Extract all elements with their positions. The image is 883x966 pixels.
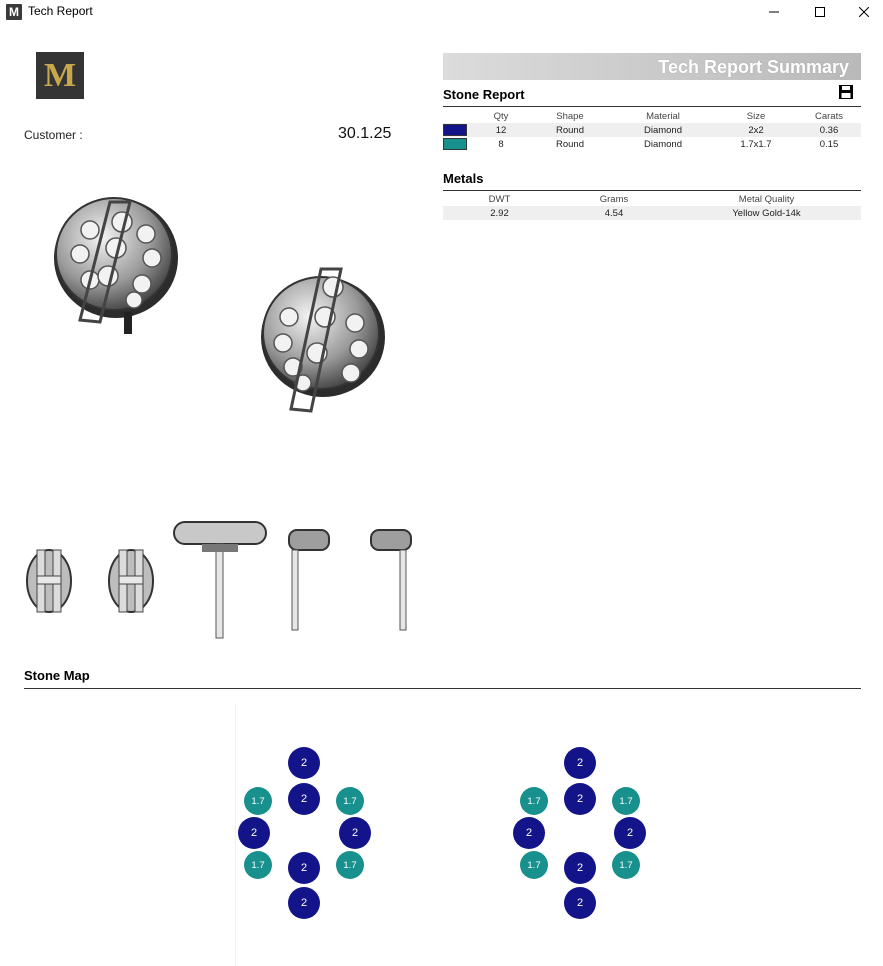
- earring-back-view: [107, 548, 155, 614]
- maximize-icon: [815, 7, 825, 17]
- metals-table: [443, 192, 861, 220]
- table-row: [443, 123, 861, 137]
- stone-marker: 2: [339, 817, 371, 849]
- stone-size: 2x2: [715, 123, 797, 137]
- maximize-button[interactable]: [797, 0, 843, 24]
- earring-perspective-view-2: [255, 265, 395, 415]
- metal-dwt: 2.92: [443, 206, 556, 220]
- column-header: DWT: [488, 193, 511, 205]
- table-row: [443, 206, 861, 220]
- stone-material: Diamond: [611, 123, 715, 137]
- stone-marker: 2: [564, 783, 596, 815]
- stone-marker: 2: [513, 817, 545, 849]
- stone-qty: 8: [498, 138, 504, 150]
- table-header-row: [443, 192, 861, 206]
- save-icon[interactable]: [838, 84, 854, 100]
- stone-map-divider: [24, 688, 861, 689]
- stone-color-swatch: [443, 138, 467, 150]
- stone-marker: 1.7: [520, 787, 548, 815]
- stone-qty: 12: [473, 123, 529, 137]
- stone-marker: 1.7: [612, 851, 640, 879]
- metal-grams: 4.54: [556, 206, 672, 220]
- stone-marker: 2: [614, 817, 646, 849]
- stone-shape: Round: [556, 138, 584, 150]
- report-date: 30.1.25: [338, 125, 392, 142]
- close-icon: [859, 7, 869, 17]
- logo-letter: M: [43, 56, 77, 94]
- customer-label: Customer :: [24, 128, 83, 142]
- stone-marker: 1.7: [520, 851, 548, 879]
- stone-marker: 2: [288, 887, 320, 919]
- column-header: Size: [746, 110, 766, 122]
- earring-perspective-view-1: [50, 192, 190, 342]
- minimize-icon: [769, 7, 779, 17]
- stone-marker: 2: [564, 852, 596, 884]
- summary-title: Tech Report Summary: [658, 57, 849, 77]
- stone-carats: 0.36: [797, 123, 861, 137]
- window-title: Tech Report: [28, 4, 93, 18]
- stone-marker: 2: [288, 852, 320, 884]
- window-title-bar: [0, 0, 883, 24]
- stone-marker: 2: [288, 747, 320, 779]
- stone-marker: 2: [564, 887, 596, 919]
- stone-marker: 1.7: [612, 787, 640, 815]
- earring-side-view: [172, 520, 268, 640]
- stone-marker: 2: [288, 783, 320, 815]
- stone-marker: 1.7: [244, 851, 272, 879]
- stone-marker: 1.7: [336, 787, 364, 815]
- stone-shape: Round: [529, 123, 611, 137]
- stone-report-table: [443, 109, 861, 151]
- earring-front-view: [25, 548, 73, 614]
- table-header-row: [443, 109, 861, 123]
- stone-report-title: Stone Report: [443, 87, 525, 102]
- metal-quality: Yellow Gold-14k: [672, 206, 861, 220]
- summary-header-bar: [443, 53, 861, 80]
- column-header: Carats: [815, 110, 843, 122]
- column-header: Material: [646, 110, 680, 122]
- stone-marker: 1.7: [244, 787, 272, 815]
- stone-carats: 0.15: [819, 138, 839, 150]
- stone-marker: 1.7: [336, 851, 364, 879]
- stone-marker: 2: [564, 747, 596, 779]
- close-button[interactable]: [841, 0, 883, 24]
- column-header: Grams: [599, 193, 629, 205]
- stone-color-swatch: [443, 124, 467, 136]
- earring-profile-view-1: [288, 528, 330, 632]
- stone-report-divider: [443, 106, 861, 107]
- company-logo: [36, 52, 84, 99]
- column-header: Shape: [556, 110, 584, 122]
- stone-marker: 2: [238, 817, 270, 849]
- stone-map-separator: [235, 704, 236, 966]
- app-logo-icon: M: [6, 4, 22, 20]
- earring-profile-view-2: [370, 528, 412, 632]
- column-header: Qty: [493, 110, 509, 122]
- stone-map-title: Stone Map: [24, 668, 90, 683]
- table-row: [443, 137, 861, 151]
- minimize-button[interactable]: [751, 0, 797, 24]
- metals-title: Metals: [443, 171, 484, 186]
- metals-divider: [443, 190, 861, 191]
- column-header: Metal Quality: [738, 193, 795, 205]
- stone-material: Diamond: [643, 138, 683, 150]
- stone-size: 1.7x1.7: [740, 138, 772, 150]
